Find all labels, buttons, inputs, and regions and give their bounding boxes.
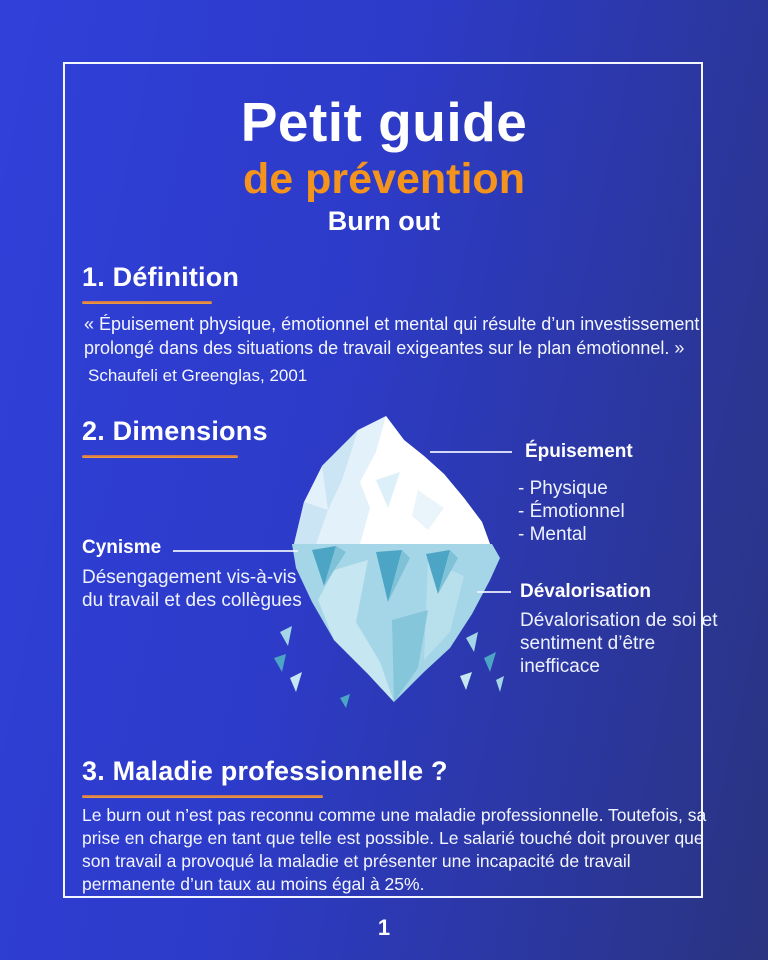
epuisement-label: Épuisement (525, 441, 633, 462)
cynisme-connector-line (173, 550, 298, 552)
epuisement-item: - Émotionnel (518, 501, 625, 522)
section-definition-heading: 1. Définition (82, 262, 240, 292)
iceberg-debris (290, 672, 302, 692)
page-title-line1: Petit guide (240, 91, 528, 153)
page-subtitle: Burn out (327, 206, 441, 236)
iceberg-debris (340, 694, 350, 708)
definition-quote-source: Schaufeli et Greenglas, 2001 (88, 366, 308, 385)
devalorisation-connector-line (477, 591, 511, 593)
iceberg-debris (280, 626, 292, 646)
epuisement-connector-line (430, 451, 512, 453)
iceberg-debris (274, 654, 286, 672)
iceberg-debris (484, 652, 496, 672)
devalorisation-label: Dévalorisation (520, 581, 651, 602)
definition-quote: « Épuisement physique, émotionnel et mental qui résulte d’un investissement prolongé dans des situations de travail exigeantes sur le plan émotionnel. » (84, 314, 700, 358)
maladie-body-text: Le burn out n’est pas reconnu comme une maladie professionnelle. Toutefois, sa prise en charge en tant que telle est possible. Le salarié touché doit prouver que son travail a provoqué la maladie et présenter une incapacité de travail permanente d’un taux au moins égal à 25%. (82, 805, 707, 894)
section-maladie-heading: 3. Maladie professionnelle ? (82, 756, 448, 786)
iceberg-debris (460, 672, 472, 690)
epuisement-item: - Physique (518, 478, 608, 499)
cynisme-description: Désengagement vis-à-vis du travail et des collègues (82, 567, 302, 611)
cynisme-label: Cynisme (82, 537, 162, 558)
section-maladie-underline (82, 795, 323, 798)
section-definition-underline (82, 301, 212, 304)
iceberg-illustration (268, 410, 508, 710)
page-title-line2: de prévention (243, 155, 525, 203)
epuisement-list (518, 477, 625, 546)
epuisement-item: - Mental (518, 524, 587, 545)
section-dimensions-heading: 2. Dimensions (82, 416, 268, 446)
page-number: 1 (377, 915, 391, 940)
iceberg-debris (496, 676, 504, 692)
devalorisation-description: Dévalorisation de soi et sentiment d’être inefficace (520, 610, 718, 677)
iceberg-debris (466, 632, 478, 652)
section-dimensions-underline (82, 455, 238, 458)
